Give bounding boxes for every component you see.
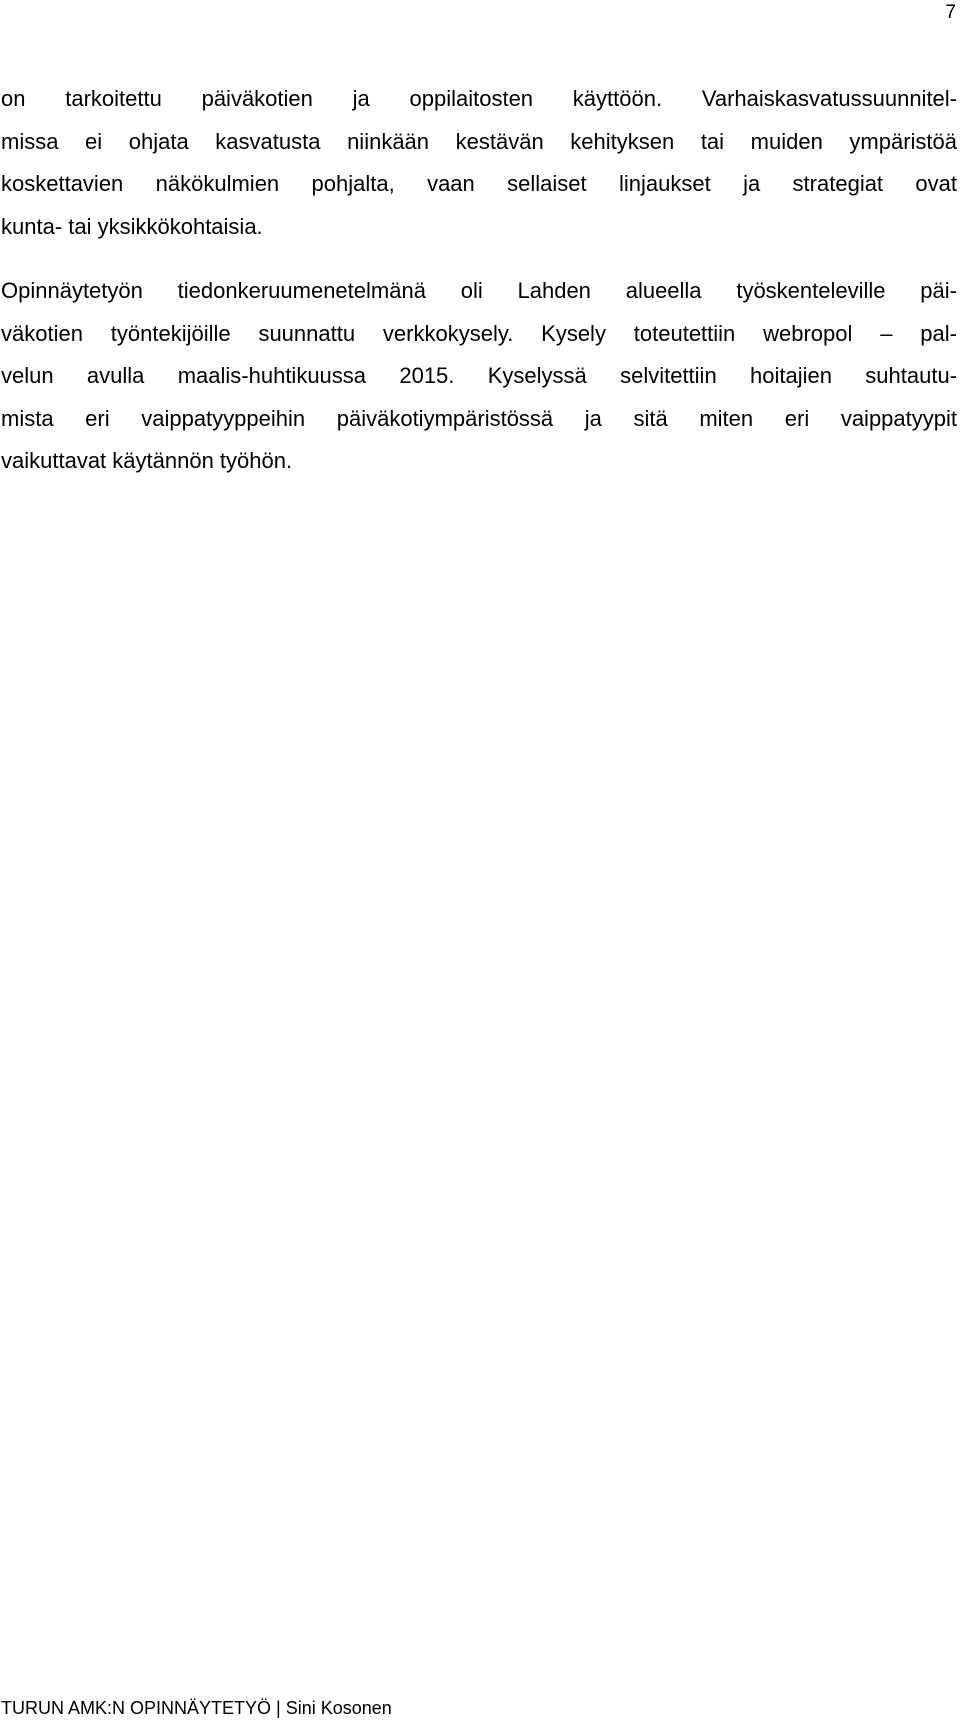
paragraph-2 bbox=[1, 270, 957, 483]
text-line: on tarkoitettu päiväkotien ja oppilaitosten käyttöön. Varhaiskasvatussuunnitel- bbox=[1, 86, 957, 111]
paragraph-1 bbox=[1, 78, 957, 248]
page-footer: TURUN AMK:N OPINNÄYTETYÖ | Sini Kosonen bbox=[1, 1698, 392, 1718]
text-line: koskettavien näkökulmien pohjalta, vaan sellaiset linjaukset ja strategiat ovat bbox=[1, 171, 957, 196]
text-line: kunta- tai yksikkökohtaisia. bbox=[1, 213, 263, 239]
text-line: Opinnäytetyön tiedonkeruumenetelmänä oli Lahden alueella työskenteleville päi- bbox=[1, 278, 957, 303]
text-line: missa ei ohjata kasvatusta niinkään kestävän kehityksen tai muiden ympäristöä bbox=[1, 128, 957, 154]
page-number: 7 bbox=[945, 2, 956, 23]
text-line: mista eri vaippatyyppeihin päiväkotiympäristössä ja sitä miten eri vaippatyypit bbox=[1, 405, 957, 431]
text-line: väkotien työntekijöille suunnattu verkkokysely. Kysely toteutettiin webropol – pal- bbox=[1, 320, 957, 346]
text-line: velun avulla maalis-huhtikuussa 2015. Kyselyssä selvitettiin hoitajien suhtautu- bbox=[1, 363, 957, 388]
document-body bbox=[1, 78, 957, 483]
text-line: vaikuttavat käytännön työhön. bbox=[1, 448, 293, 473]
